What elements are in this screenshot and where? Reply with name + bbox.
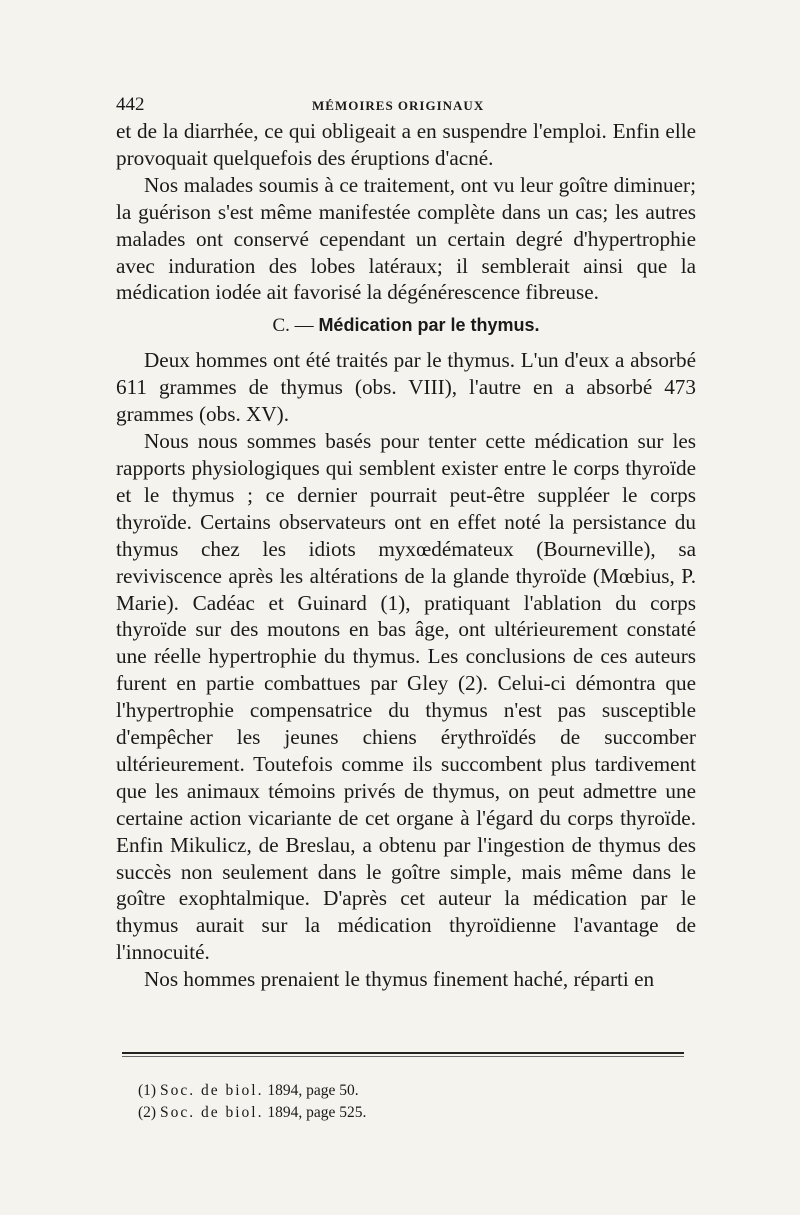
paragraph: Deux hommes ont été traités par le thymus. L'un d'eux a absorbé 611 grammes de thymus (obs. VIII), l'autre en a absorbé 473 grammes (obs. XV). bbox=[116, 348, 696, 427]
footnote-mark: (2) bbox=[138, 1104, 157, 1121]
section-title: Médication par le thymus. bbox=[318, 315, 540, 336]
footnote-divider bbox=[122, 1052, 684, 1054]
body-text bbox=[116, 118, 696, 993]
paragraph: et de la diarrhée, ce qui obligeait a en suspendre l'emploi. Enfin elle provoquait quelquefois des éruptions d'acné. bbox=[116, 119, 696, 170]
page-header bbox=[116, 92, 696, 118]
section-heading bbox=[116, 312, 696, 339]
footnote-mark: (1) bbox=[138, 1082, 157, 1099]
footnote bbox=[138, 1102, 366, 1124]
footnote bbox=[138, 1080, 366, 1102]
book-page bbox=[116, 92, 696, 993]
footnote-divider-thin bbox=[122, 1056, 684, 1057]
paragraph: Nos hommes prenaient le thymus finement haché, réparti en bbox=[144, 967, 655, 992]
paragraph: Nos malades soumis à ce traitement, ont vu leur goître diminuer; la guérison s'est même manifestée complète dans un cas; les autres malades ont conservé cependant un certain degré d'hypertrophie avec induration des lobes latéraux; il semblerait ainsi que la médication iodée ait favorisé la dégénérescence fibreuse. bbox=[116, 172, 696, 305]
paragraph: Nous nous sommes basés pour tenter cette médication sur les rapports physiologiques qui semblent exister entre le corps thyroïde et le thymus ; ce dernier pourrait peut-être suppléer le corps thyroïde. Certains observateurs ont en effet noté la persistance du thymus chez les idiots myxœdémateux (Bourneville), sa reviviscence après les altérations de la glande thyroïde (Mœbius, P. Marie). Cadéac et Guinard (1), pratiquant l'ablation du corps thyroïde sur des moutons en bas âge, ont ultérieurement constaté une réelle hypertrophie du thymus. Les conclusions de ces auteurs furent en partie combattues par Gley (2). Celui-ci démontra que l'hypertrophie compensatrice du thymus n'est pas susceptible d'empêcher les jeunes chiens érythroïdés de succomber ultérieurement. Toutefois comme ils succombent plus tardivement que les animaux témoins privés de thymus, on peut admettre une certaine action vicariante de cet organe à l'égard du corps thyroïde. Enfin Mikulicz, de Breslau, a obtenu par l'ingestion de thymus des succès non seulement dans le goître simple, mais même dans le goître exophtalmique. D'après cet auteur la médication par le thymus aurait sur la médication thyroïdienne l'avantage de l'innocuité. bbox=[116, 429, 696, 965]
footnote-journal: Soc. de biol. bbox=[159, 1082, 264, 1099]
section-label: C. — bbox=[272, 315, 314, 337]
running-title: MÉMOIRES ORIGINAUX bbox=[312, 98, 485, 113]
footnote-citation: 1894, page 525. bbox=[267, 1104, 367, 1121]
footnote-journal: Soc. de biol. bbox=[159, 1104, 264, 1121]
footnotes bbox=[138, 1080, 366, 1124]
page-number: 442 bbox=[116, 94, 145, 115]
footnote-citation: 1894, page 50. bbox=[267, 1082, 359, 1099]
